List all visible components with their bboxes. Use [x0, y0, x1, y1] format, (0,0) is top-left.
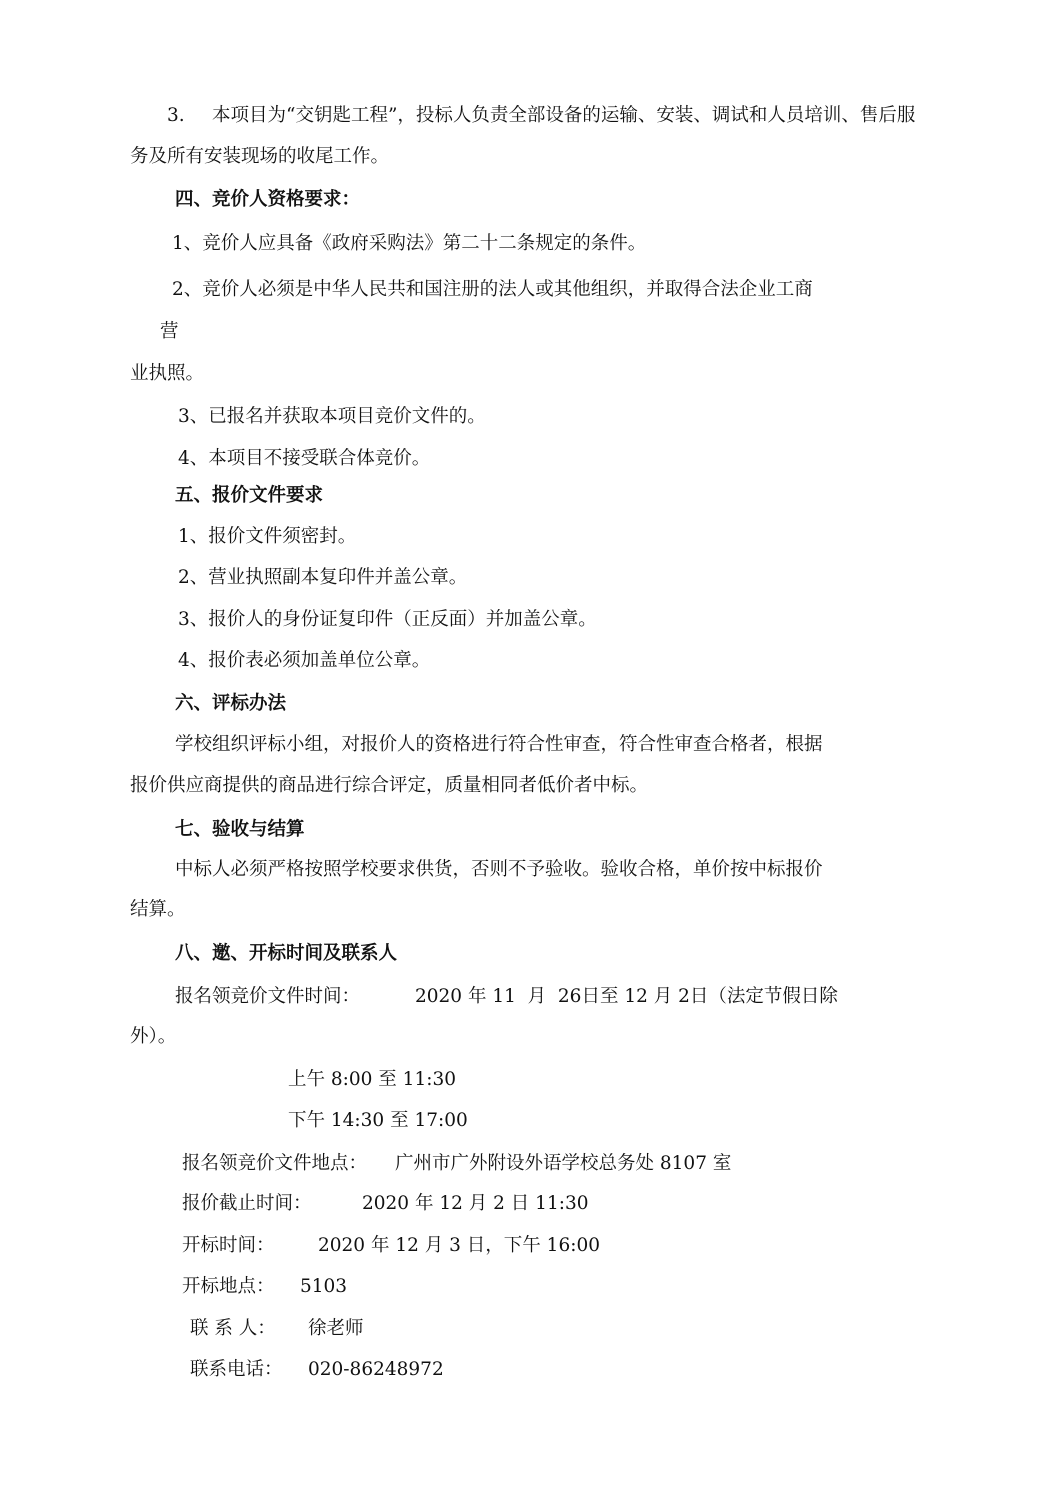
open-time-value: 2020 年 12 月 3 日，下午 16:00 [318, 1235, 600, 1256]
s4-item-2-line1: 2、竞价人必须是中华人民共和国注册的法人或其他组织，并取得合法企业工商 [172, 279, 813, 300]
section-5-heading: 五、报价文件要求 [175, 485, 324, 506]
item-3-text-line1: 本项目为“交钥匙工程”，投标人负责全部设备的运输、安装、调试和人员培训、售后服 [212, 105, 916, 126]
phone-label: 联系电话： [190, 1359, 283, 1380]
s4-item-2-line3: 业执照。 [130, 363, 205, 384]
s6-paragraph-line1: 学校组织评标小组，对报价人的资格进行符合性审查，符合性审查合格者，根据 [175, 734, 823, 755]
open-place-value: 5103 [300, 1276, 348, 1297]
afternoon-hours: 下午 14:30 至 17:00 [288, 1110, 468, 1131]
reg-time-label: 报名领竞价文件时间： [175, 986, 361, 1007]
section-6-heading: 六、评标办法 [175, 693, 287, 714]
s6-paragraph-line2: 报价供应商提供的商品进行综合评定，质量相同者低价者中标。 [130, 775, 649, 796]
s5-item-4: 4、报价表必须加盖单位公章。 [178, 650, 431, 671]
section-4-heading: 四、竞价人资格要求： [175, 189, 361, 210]
reg-place-value: 广州市广外附设外语学校总务处 8107 室 [395, 1153, 732, 1174]
reg-place-label: 报名领竞价文件地点： [182, 1153, 368, 1174]
deadline-label: 报价截止时间： [182, 1193, 312, 1214]
s5-item-3: 3、报价人的身份证复印件（正反面）并加盖公章。 [178, 609, 597, 630]
s4-item-4: 4、本项目不接受联合体竞价。 [178, 448, 431, 469]
open-time-label: 开标时间： [182, 1235, 275, 1256]
morning-hours: 上午 8:00 至 11:30 [288, 1069, 456, 1090]
reg-time-value: 2020 年 11 月 26日至 12 月 2日（法定节假日除 [415, 986, 838, 1007]
s7-paragraph-line2: 结算。 [130, 899, 186, 920]
item-3-number: 3. [167, 105, 185, 126]
contact-label: 联 系 人： [190, 1318, 276, 1339]
s7-paragraph-line1: 中标人必须严格按照学校要求供货，否则不予验收。验收合格，单价按中标报价 [175, 859, 823, 880]
s4-item-2-line2: 营 [160, 321, 179, 342]
item-3-text-line2: 务及所有安装现场的收尾工作。 [130, 146, 390, 167]
phone-value: 020-86248972 [308, 1359, 444, 1380]
s4-item-3: 3、已报名并获取本项目竞价文件的。 [178, 406, 486, 427]
contact-value: 徐老师 [308, 1318, 364, 1339]
section-7-heading: 七、验收与结算 [175, 819, 305, 840]
reg-time-line2: 外）。 [130, 1026, 177, 1047]
deadline-value: 2020 年 12 月 2 日 11:30 [362, 1193, 589, 1214]
open-place-label: 开标地点： [182, 1276, 275, 1297]
s5-item-1: 1、报价文件须密封。 [178, 526, 357, 547]
section-8-heading: 八、邀、开标时间及联系人 [175, 943, 398, 964]
s4-item-1: 1、竞价人应具备《政府采购法》第二十二条规定的条件。 [172, 233, 647, 254]
s5-item-2: 2、营业执照副本复印件并盖公章。 [178, 567, 468, 588]
